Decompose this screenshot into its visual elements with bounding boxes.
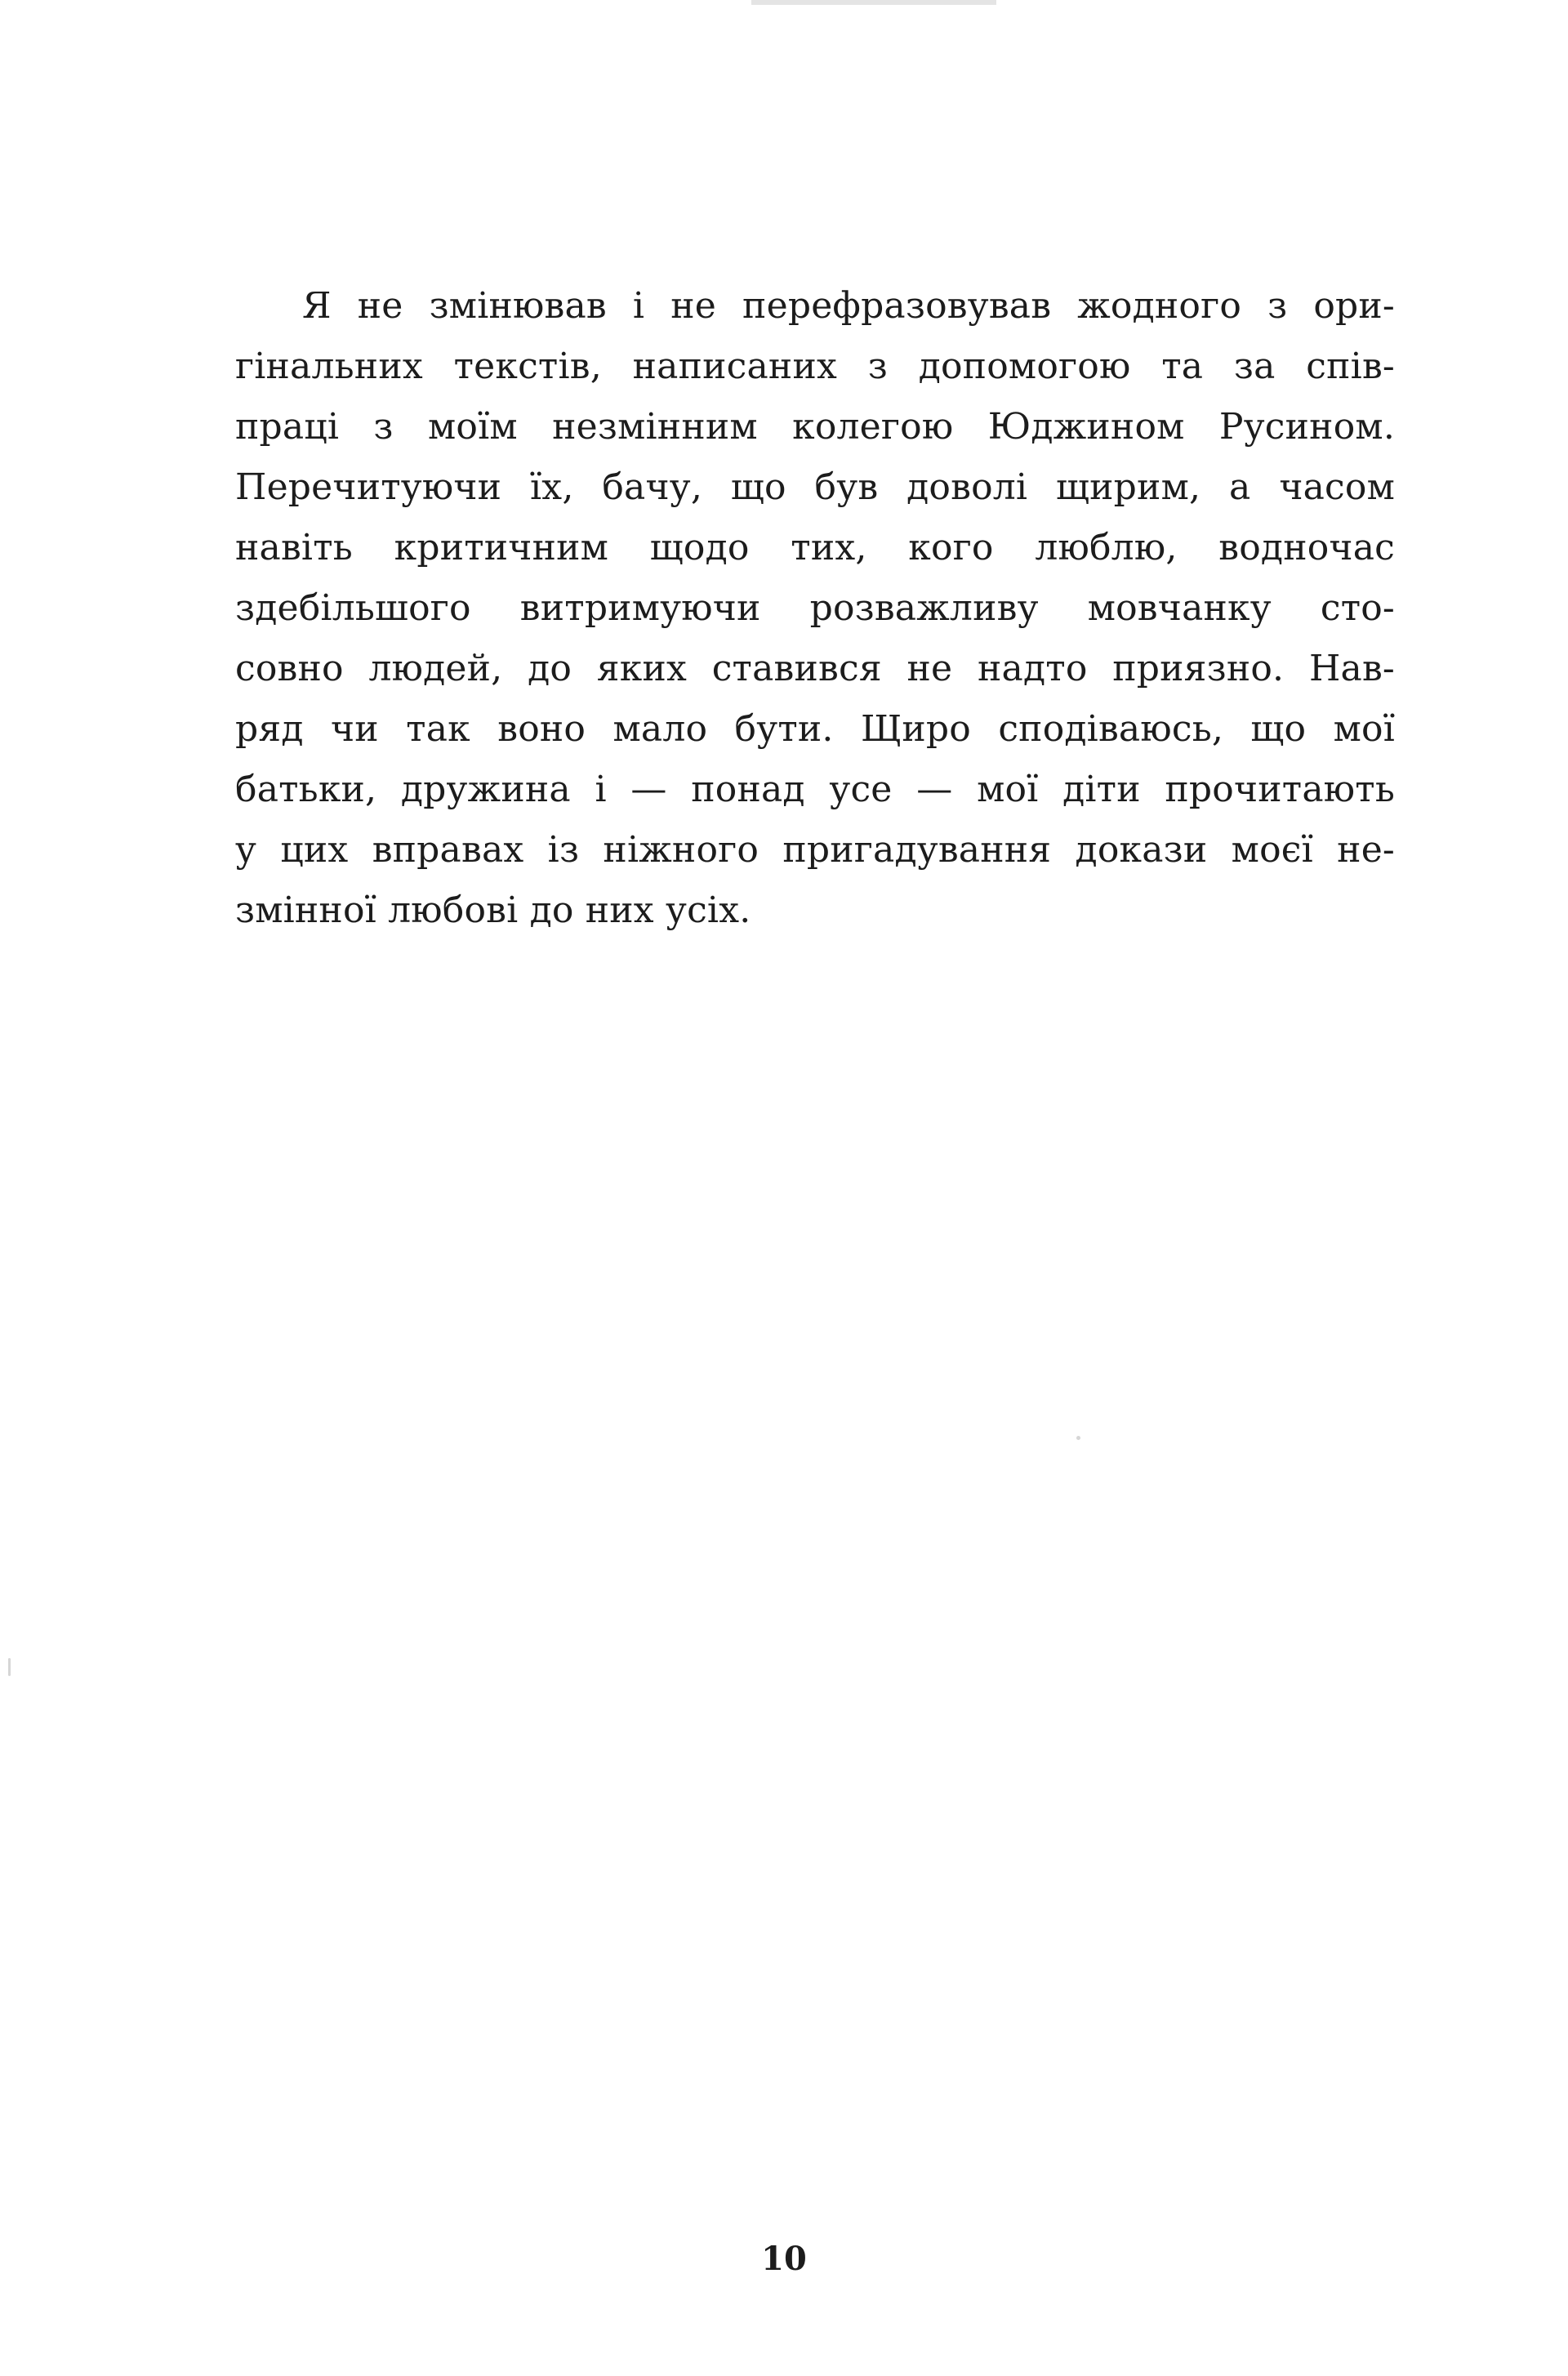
paragraph-line: праці з моїм незмінним колегою Юджином Русином.	[235, 406, 1395, 448]
paragraph-line: здебільшого витримуючи розважливу мовчанку сто-	[235, 587, 1395, 629]
scan-edge-mark	[751, 0, 996, 5]
paragraph-line: батьки, дружина і — понад усе — мої діти прочитають	[235, 769, 1395, 810]
body-paragraph	[235, 276, 1395, 941]
paragraph-line: гінальних текстів, написаних з допомогою та за спів-	[235, 345, 1395, 387]
paragraph-line: Я не змінював і не перефразовував жодного з ори-	[302, 285, 1395, 327]
page-number: 10	[761, 2240, 807, 2278]
paragraph-line: змінної любові до них усіх.	[235, 889, 751, 931]
paragraph-line: навіть критичним щодо тих, кого люблю, водночас	[235, 527, 1395, 568]
paragraph-line: у цих вправах із ніжного пригадування докази моєї не-	[235, 829, 1395, 871]
paragraph-line: Перечитуючи їх, бачу, що був доволі щирим, а часом	[235, 466, 1395, 508]
paragraph-line: совно людей, до яких ставився не надто приязно. Нав-	[235, 648, 1395, 689]
scan-speck	[1076, 1436, 1080, 1440]
paragraph-line: ряд чи так воно мало бути. Щиро сподіваюсь, що мої	[235, 708, 1395, 750]
scan-speck	[8, 1658, 11, 1676]
